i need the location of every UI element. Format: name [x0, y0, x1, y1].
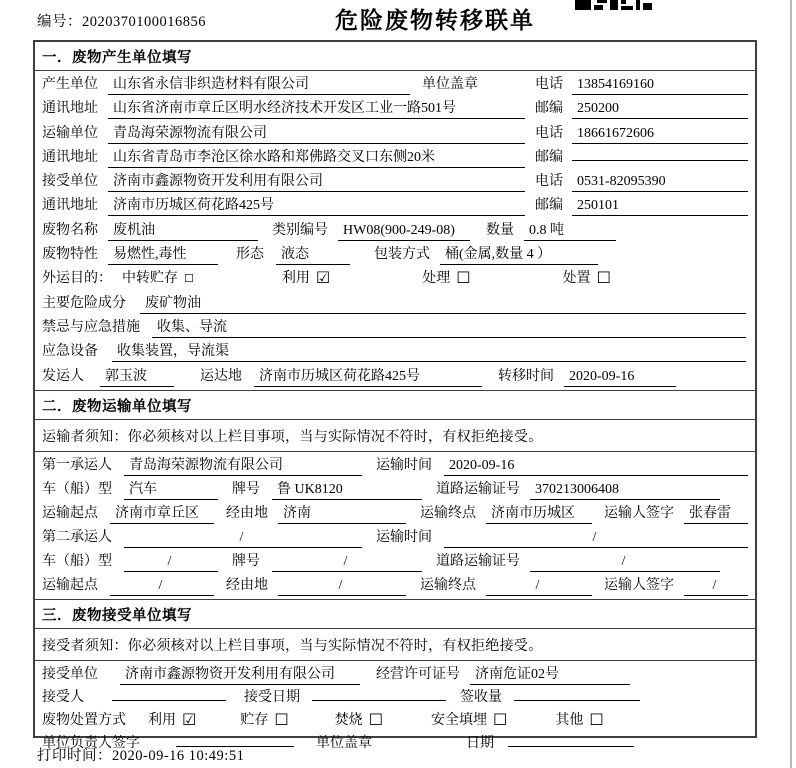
carrier2-time-value: / — [444, 530, 748, 548]
waste-category-value: HW08(900-249-08) — [338, 223, 470, 241]
emergency-measures-value: 收集、导流 — [152, 316, 746, 338]
purpose-row — [42, 267, 748, 291]
disposal-option-other — [555, 709, 603, 729]
hazard-row — [42, 292, 748, 316]
route2-to-label: 运输终点 — [420, 577, 476, 593]
route1-sign-value: 张春雷 — [684, 502, 748, 524]
destination-value: 济南市历城区荷花路425号 — [254, 365, 482, 387]
purpose-option-dispose — [563, 267, 611, 287]
disposal-option-store — [240, 709, 288, 729]
waste-traits-label: 废物特性 — [42, 247, 98, 263]
producer-address-row — [42, 97, 748, 121]
section2-body — [35, 452, 755, 599]
disposal-option-incinerate — [335, 709, 383, 729]
producer-value: 山东省永信非织造材料有限公司 — [108, 73, 410, 95]
waste-traits-row — [42, 243, 748, 267]
route2-sign-value: / — [684, 578, 748, 596]
waste-form-value: 液态 — [276, 243, 350, 265]
route2-from-label: 运输起点 — [42, 577, 98, 593]
serial-label: 编号： — [37, 14, 82, 30]
received-qty-label: 签收量 — [460, 690, 502, 706]
disposal-method-row — [42, 709, 748, 732]
section2-heading: 二．废物运输单位填写 — [35, 390, 755, 420]
destination-label: 运达地 — [200, 368, 242, 384]
packaging-value: 桶(金属,数量 4 ） — [440, 243, 598, 265]
transporter-phone-group — [535, 122, 748, 144]
transporter-address-label: 通讯地址 — [42, 149, 98, 165]
page-right-edge — [790, 0, 792, 768]
receiver-address-row — [42, 194, 748, 218]
disposal-incinerate-label: 焚烧 — [334, 713, 363, 729]
transporter-address-row — [42, 146, 748, 170]
accept-date-label: 接受日期 — [244, 690, 300, 706]
receiver-address-value: 济南市历城区荷花路425号 — [108, 194, 525, 216]
disposal-utilize-checkbox[interactable]: ☑ — [182, 710, 197, 730]
route2-sign-label: 运输人签字 — [604, 577, 674, 593]
purpose-utilize-checkbox[interactable]: ☑ — [315, 268, 331, 288]
vehicle1-row — [42, 478, 748, 502]
disposal-other-label: 其他 — [555, 713, 584, 729]
vehicle2-value: / — [124, 554, 218, 572]
route1-to-value: 济南市历城区 — [486, 502, 592, 524]
waste-name-row — [42, 219, 748, 243]
producer-phone-label: 电话 — [535, 77, 563, 92]
emergency-equipment-row — [42, 340, 748, 364]
carrier2-value: / — [124, 530, 362, 548]
receiver-row — [42, 170, 748, 194]
carrier1-label: 第一承运人 — [42, 457, 112, 473]
hazard-label: 主要危险成分 — [42, 295, 126, 311]
responsible-sign-label: 单位负责人签字 — [42, 736, 140, 752]
accept-date-value — [312, 699, 446, 701]
transporter-phone-label: 电话 — [535, 125, 563, 141]
carrier1-time-value: 2020-09-16 — [444, 458, 748, 476]
purpose-transfer-storage-checkbox[interactable]: ☐ — [184, 272, 194, 286]
shipper-value: 郭玉波 — [100, 365, 174, 387]
emergency-measures-label: 禁忌与应急措施 — [42, 319, 140, 335]
acceptance-row — [42, 686, 748, 709]
road-license2-value: / — [530, 554, 720, 572]
signoff-date-value — [508, 745, 634, 747]
waste-qty-value: 0.8 吨 — [524, 219, 616, 241]
operating-license-label: 经营许可证号 — [376, 666, 460, 682]
route1-row — [42, 502, 748, 526]
vehicle1-label: 车（船）型 — [42, 481, 112, 497]
receiver-zip-value: 250101 — [572, 198, 748, 216]
road-license2-label: 道路运输证号 — [436, 553, 520, 569]
disposal-utilize-label: 利用 — [148, 713, 176, 729]
producer-address-value: 山东省济南市章丘区明水经济技术开发区工业一路501号 — [108, 97, 525, 119]
producer-seal-label: 单位盖章 — [422, 77, 478, 92]
vehicle2-label: 车（船）型 — [42, 553, 112, 569]
disposal-incinerate-checkbox[interactable]: ☐ — [368, 710, 384, 730]
carrier2-time-label: 运输时间 — [376, 529, 432, 545]
disposal-landfill-checkbox[interactable]: ☐ — [493, 710, 508, 730]
plate1-label: 牌号 — [232, 481, 260, 497]
transporter-zip-value — [572, 159, 748, 161]
route2-via-label: 经由地 — [226, 577, 268, 593]
route2-from-value: / — [110, 578, 214, 596]
purpose-dispose-checkbox[interactable]: ☐ — [596, 268, 611, 288]
purpose-option-utilize — [282, 267, 330, 287]
qr-code-fragment-icon — [575, 0, 653, 11]
carrier2-row — [42, 526, 748, 550]
receiver-phone-value: 0531-82095390 — [572, 174, 748, 192]
accept-unit-value: 济南市鑫源物资开发利用有限公司 — [120, 663, 360, 685]
manifest-form-table — [33, 40, 757, 752]
producer-zip-value: 250200 — [572, 101, 748, 119]
waste-name-value: 废机油 — [108, 219, 258, 241]
vehicle1-value: 汽车 — [124, 478, 218, 500]
waste-traits-value: 易燃性,毒性 — [108, 243, 218, 265]
plate2-label: 牌号 — [232, 553, 260, 569]
route1-via-value: 济南 — [278, 502, 406, 524]
transfer-time-label: 转移时间 — [498, 368, 554, 384]
receiver-phone-group — [535, 170, 748, 192]
transporter-label: 运输单位 — [42, 125, 98, 141]
route1-sign-label: 运输人签字 — [604, 505, 674, 521]
waste-form-label: 形态 — [236, 247, 264, 263]
purpose-transfer-storage-label: 中转贮存 — [122, 271, 178, 287]
page-title: 危险废物转移联单 — [335, 8, 535, 33]
section3-notice: 接受者须知：你必须核对以上栏目事项，当与实际情况不符时，有权拒绝接受。 — [35, 629, 755, 661]
producer-label: 产生单位 — [42, 77, 98, 92]
accept-unit-row — [42, 663, 748, 686]
disposal-landfill-label: 安全填埋 — [431, 713, 488, 729]
purpose-treat-checkbox[interactable]: ☐ — [456, 268, 471, 288]
receiver-value: 济南市鑫源物资开发利用有限公司 — [108, 170, 525, 192]
carrier1-row — [42, 454, 748, 478]
route2-via-value: / — [278, 578, 406, 596]
print-time-label: 打印时间： — [37, 748, 112, 764]
packaging-label: 包装方式 — [374, 247, 430, 263]
carrier1-value: 青岛海荣源物流有限公司 — [124, 454, 362, 476]
disposal-option-landfill — [431, 709, 507, 729]
section3-body — [35, 661, 755, 757]
emergency-equipment-label: 应急设备 — [42, 344, 98, 360]
accept-person-value — [112, 699, 226, 701]
emergency-measures-row — [42, 316, 748, 340]
section1-body — [35, 71, 755, 390]
waste-name-label: 废物名称 — [42, 222, 98, 238]
carrier2-label: 第二承运人 — [42, 529, 112, 545]
route2-row — [42, 574, 748, 598]
purpose-utilize-label: 利用 — [281, 271, 310, 287]
producer-zip-group — [535, 97, 748, 119]
transporter-row — [42, 122, 748, 146]
producer-zip-label: 邮编 — [535, 101, 563, 117]
waste-qty-label: 数量 — [486, 222, 514, 238]
vehicle2-row — [42, 550, 748, 574]
section3-heading: 三．废物接受单位填写 — [35, 599, 755, 629]
road-license1-label: 道路运输证号 — [436, 481, 520, 497]
route1-from-value: 济南市章丘区 — [110, 502, 214, 524]
accept-unit-label: 接受单位 — [42, 666, 98, 682]
accept-person-label: 接受人 — [42, 690, 84, 706]
disposal-store-label: 贮存 — [240, 713, 269, 729]
serial-value: 2020370100016856 — [82, 14, 206, 30]
transfer-time-value: 2020-09-16 — [564, 369, 676, 387]
print-time-line — [37, 744, 244, 765]
transporter-phone-value: 18661672606 — [572, 126, 748, 144]
receiver-zip-group — [535, 194, 748, 216]
purpose-treat-label: 处理 — [422, 271, 451, 287]
unit-seal-label: 单位盖章 — [316, 736, 372, 752]
section1-heading: 一．废物产生单位填写 — [35, 42, 755, 71]
road-license1-value: 370213006408 — [530, 482, 720, 500]
receiver-address-label: 通讯地址 — [42, 198, 98, 214]
purpose-dispose-label: 处置 — [562, 271, 591, 287]
producer-phone-group — [535, 73, 748, 95]
operating-license-value: 济南危证02号 — [470, 663, 630, 685]
route1-to-label: 运输终点 — [420, 505, 476, 521]
purpose-option-transfer-storage — [122, 267, 194, 287]
route2-to-value: / — [486, 578, 592, 596]
receiver-phone-label: 电话 — [535, 174, 563, 190]
producer-phone-value: 13854169160 — [572, 77, 748, 95]
waste-category-label: 类别编号 — [272, 222, 328, 238]
disposal-other-checkbox[interactable]: ☐ — [589, 710, 604, 730]
transporter-address-value: 山东省青岛市李沧区徐水路和郑佛路交叉口东侧20米 — [108, 146, 525, 168]
transporter-zip-label: 邮编 — [535, 149, 563, 165]
purpose-option-treat — [422, 267, 470, 287]
disposal-method-label: 废物处置方式 — [42, 713, 126, 729]
route1-from-label: 运输起点 — [42, 505, 98, 521]
section2-notice: 运输者须知：你必须核对以上栏目事项，当与实际情况不符时，有权拒绝接受。 — [35, 420, 755, 452]
shipper-label: 发运人 — [42, 368, 84, 384]
transporter-value: 青岛海荣源物流有限公司 — [108, 122, 525, 144]
print-time-value: 2020-09-16 10:49:51 — [112, 748, 245, 764]
dispatch-row — [42, 365, 748, 389]
producer-address-label: 通讯地址 — [42, 101, 98, 117]
emergency-equipment-value: 收集装置，导流渠 — [112, 340, 746, 362]
carrier1-time-label: 运输时间 — [376, 457, 432, 473]
plate2-value: / — [272, 554, 422, 572]
disposal-option-utilize — [148, 709, 196, 729]
receiver-label: 接受单位 — [42, 174, 98, 190]
disposal-store-checkbox[interactable]: ☐ — [274, 710, 289, 730]
signoff-date-label: 日期 — [466, 736, 494, 752]
received-qty-value — [514, 699, 640, 701]
purpose-label: 外运目的： — [42, 271, 112, 287]
producer-row — [42, 73, 748, 97]
route1-via-label: 经由地 — [226, 505, 268, 521]
hazard-value: 废矿物油 — [140, 292, 746, 314]
plate1-value: 鲁 UK8120 — [272, 478, 422, 500]
transporter-zip-group — [535, 146, 748, 166]
receiver-zip-label: 邮编 — [535, 198, 563, 214]
